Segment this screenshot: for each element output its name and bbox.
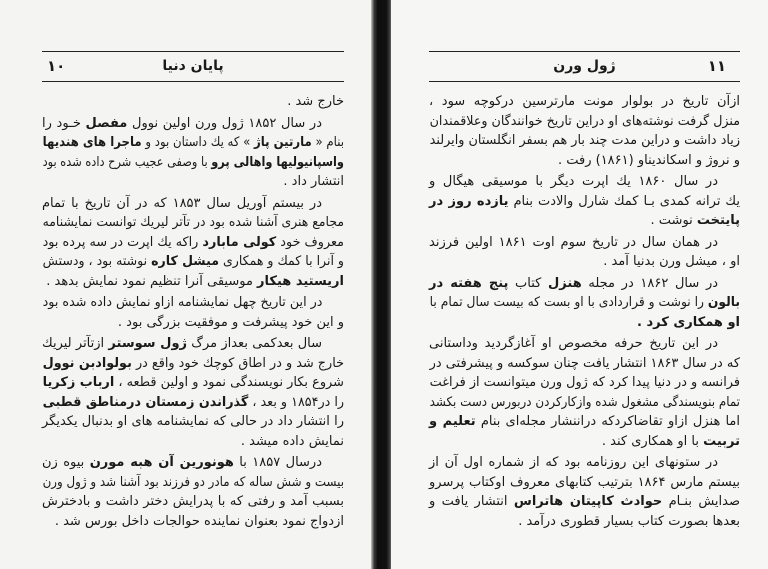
text-line (430, 354, 740, 374)
text-line (429, 252, 740, 272)
text-run: و نروژ و اسکاندیناو (۱۸۶۱) رفت . (557, 152, 740, 168)
text-run: و آنرا با کمك و همکاری (218, 254, 344, 269)
paragraph (429, 274, 740, 333)
emphasized-text: هونورین آن هبه مورن (89, 455, 234, 470)
text-line (42, 313, 344, 333)
text-line (429, 151, 740, 171)
text-run: در این تاریخ حرفه مخصوص او آغازگردید وداستانی (429, 336, 718, 351)
text-run: کتاب (508, 275, 549, 291)
text-run: شروع بکار نویسندگی نمود و اولین قطعه ، (114, 375, 345, 390)
text-line (42, 334, 344, 354)
emphasized-text: مارتین پاژ (254, 135, 312, 150)
emphasized-text: پایتخت (696, 213, 740, 228)
text-line (42, 492, 344, 512)
text-line (429, 172, 740, 192)
paragraph (429, 92, 740, 170)
text-line (42, 252, 344, 272)
paragraph (42, 453, 344, 531)
text-run: معروف خود (276, 234, 344, 250)
text-line (429, 492, 740, 512)
emphasized-text: تربیت (703, 433, 740, 449)
text-line (429, 432, 740, 452)
text-line (429, 233, 740, 253)
text-run: زیاد داشت و دراین مدت چند بار هم بسفر انگلستان وایرلند (429, 133, 740, 148)
emphasized-text: پنج هفته در (429, 275, 509, 291)
text-run: در همان سال در تاریخ سوم اوت ۱۸۶۱ اولین فرزند (429, 234, 718, 250)
text-run: بیستم مارس ۱۸۶۴ بترتیب کتابهای معروف اوکتاب پرسرو (429, 474, 740, 490)
text-run: در این تاریخ چهل نمایشنامه ازاو نمایش داده شده بود (42, 295, 323, 310)
text-run: را نوشت و قراردادی با او بست که بیست سال تمام با (429, 295, 708, 310)
text-run: بسبب آمد و رفتی که با پدرایش دختر داشت و بادخترش (42, 494, 344, 509)
text-run: خارج شد . (287, 94, 344, 109)
text-run: در سال ۱۸۶۰ یك اپرت دیگر با موسیقی هیگال و (429, 174, 718, 189)
emphasized-text: ژول سوستر (108, 336, 188, 351)
text-run: موسیقی آنرا تنظیم نمود نمایش بدهد . (46, 273, 258, 289)
page-number: ۱۰ (47, 57, 66, 75)
text-run: و این خود پیشرفت و موفقیت بزرگی بود . (117, 314, 344, 330)
text-line (429, 373, 740, 393)
emphasized-text: یازده روز در (429, 193, 509, 209)
emphasized-text: واسپانیولیها واهالی پرو (211, 154, 344, 170)
emphasized-text: مفصل (85, 115, 128, 131)
text-line (42, 194, 344, 214)
text-line (42, 293, 344, 313)
right-page (391, 0, 768, 569)
emphasized-text: او همکاری کرد . (637, 314, 740, 330)
text-line (429, 92, 740, 112)
text-line (44, 373, 344, 393)
running-head (42, 51, 344, 82)
text-run: » که یك داستان بود و (141, 135, 255, 150)
text-line (429, 393, 740, 413)
text-line (42, 432, 344, 452)
text-run: ازدواج نمود بعنوان نماینده حوالجات داخل بورس شد . (54, 513, 344, 529)
paragraph (429, 453, 740, 531)
text-run: اما هنزل ازاو تقاضاکردکه دراننشار مجله‌ای بنام (475, 414, 741, 429)
text-run: خارج شد و در اطاق کوچك خود واقع در (131, 355, 344, 371)
page-number: ۱۱ (707, 57, 726, 75)
text-line (42, 512, 344, 532)
text-run: ازآن تاریخ در بولوار مونت مارترسین درکوچه سود ، (429, 94, 740, 109)
text-run: منزل گرفت نوشته‌های او دراین تاریخ خوانندگان وعلاقمندان (429, 113, 740, 129)
paragraph (429, 334, 740, 451)
paragraph (42, 114, 344, 192)
text-line (42, 453, 344, 473)
text-line (429, 293, 740, 313)
text-run: راکه یك اپرت در سه پرده بود (42, 234, 203, 250)
emphasized-text: حوادث کاپیتان هاتراس (513, 494, 663, 509)
running-title: پایان دنیا (162, 58, 224, 74)
paragraph (42, 293, 344, 332)
text-line (429, 274, 740, 294)
text-run: در سال ۱۸۵۲ ژول ورن اولین نوول (127, 115, 322, 131)
text-line (42, 172, 344, 192)
text-run: انتشار داد . (283, 174, 344, 189)
text-line (429, 334, 740, 354)
text-line (42, 354, 344, 374)
paragraph (42, 334, 344, 451)
text-run: خـود را (42, 115, 86, 131)
book-gutter (371, 0, 393, 569)
text-line (42, 133, 344, 153)
emphasized-text: ارباب زکریا (42, 375, 115, 390)
text-run: بیوه زن (42, 455, 90, 470)
text-run: که در سال ۱۸۶۳ انتشار یافت چنان سوکسه و پیشرفتی در (429, 355, 740, 371)
text-line (429, 313, 740, 333)
text-run: در بیستم آوریل سال ۱۸۵۳ که در آن تاریخ با تمام (42, 195, 322, 211)
emphasized-text: بولوادبن نوول (42, 355, 132, 371)
paragraph (429, 172, 740, 231)
text-line (42, 213, 344, 233)
text-run: درسال ۱۸۵۷ با (233, 455, 322, 470)
text-line (42, 473, 344, 493)
text-run: بعدها بصورت کتاب بسیار قطوری درآمد . (518, 513, 740, 529)
page-body (429, 92, 740, 531)
emphasized-text: اریستید هیکار (257, 273, 344, 289)
emphasized-text: هنزل (548, 275, 582, 291)
text-line (42, 153, 344, 173)
text-run: با او همکاری کند . (601, 433, 704, 449)
paragraph (42, 194, 344, 292)
text-line (429, 112, 740, 132)
text-run: یك ترانه کمدی بـا کمك شارل والادت بنام (508, 193, 740, 209)
text-line (429, 131, 740, 151)
text-run: او ، میشل ورن بدنیا آمد . (603, 254, 740, 269)
text-run: سال بعدکمی بعداز مرگ (187, 336, 323, 351)
text-line (42, 92, 344, 112)
text-run: بیست و شش ساله که مادر دو فرزند بود آشنا شد و ژول ورن (42, 474, 344, 490)
page-body (42, 92, 344, 531)
text-run: فرانسه و در دنیا پیدا کرد که ژول ورن میتوانست از فراغت (429, 375, 740, 390)
text-run: صدایش بنـام (662, 494, 740, 509)
text-run: تمام بنویسندگی مشغول شده وازکارکردن دربورس دست بکشد (429, 394, 740, 410)
text-line (429, 512, 740, 532)
left-page (0, 0, 373, 569)
text-line (429, 211, 740, 231)
text-run: را در۱۸۵۴ و بعد ، (248, 394, 344, 410)
text-line (429, 412, 740, 432)
emphasized-text: ماجرا های هندیها (42, 135, 142, 150)
text-line (42, 412, 344, 432)
text-line (429, 453, 740, 473)
text-line (42, 393, 344, 413)
text-run: نمایش داده میشد . (240, 433, 344, 449)
text-run: نوشت . (650, 213, 697, 228)
text-run: را انتشار داد در حالی که نمایشنامه های او بدنبال یکدیگر (42, 414, 344, 429)
text-line (429, 192, 740, 212)
text-run: نوشته بود ، ودستش (42, 254, 152, 269)
emphasized-text: گذراندن زمستان درمناطق قطبی (42, 394, 249, 410)
emphasized-text: تعلیم و (429, 414, 476, 429)
emphasized-text: میشل کاره (151, 254, 219, 269)
text-line (429, 473, 740, 493)
text-line (42, 272, 344, 292)
emphasized-text: بالون (707, 295, 740, 310)
running-title: ژول ورن (553, 58, 616, 74)
text-run: مجامع هنری آشنا شده بود در تآتر لیریك توانست نمایشنامه (42, 215, 344, 230)
text-run: انتشار یافت و (429, 494, 514, 509)
text-run: با وصفی عجیب شرح داده شده بود (42, 154, 212, 170)
text-run: بنام « (311, 135, 344, 150)
running-head (429, 51, 740, 82)
text-run: در ستونهای این روزنامه بود که از شماره اول آن از (429, 455, 718, 470)
paragraph (42, 92, 344, 112)
emphasized-text: کولی مابارد (202, 234, 277, 250)
text-run: ازتآتر لیریك (42, 336, 109, 351)
paragraph (429, 233, 740, 272)
text-line (42, 114, 344, 134)
text-line (42, 233, 344, 253)
text-run: در سال ۱۸۶۲ در مجله (581, 275, 719, 291)
